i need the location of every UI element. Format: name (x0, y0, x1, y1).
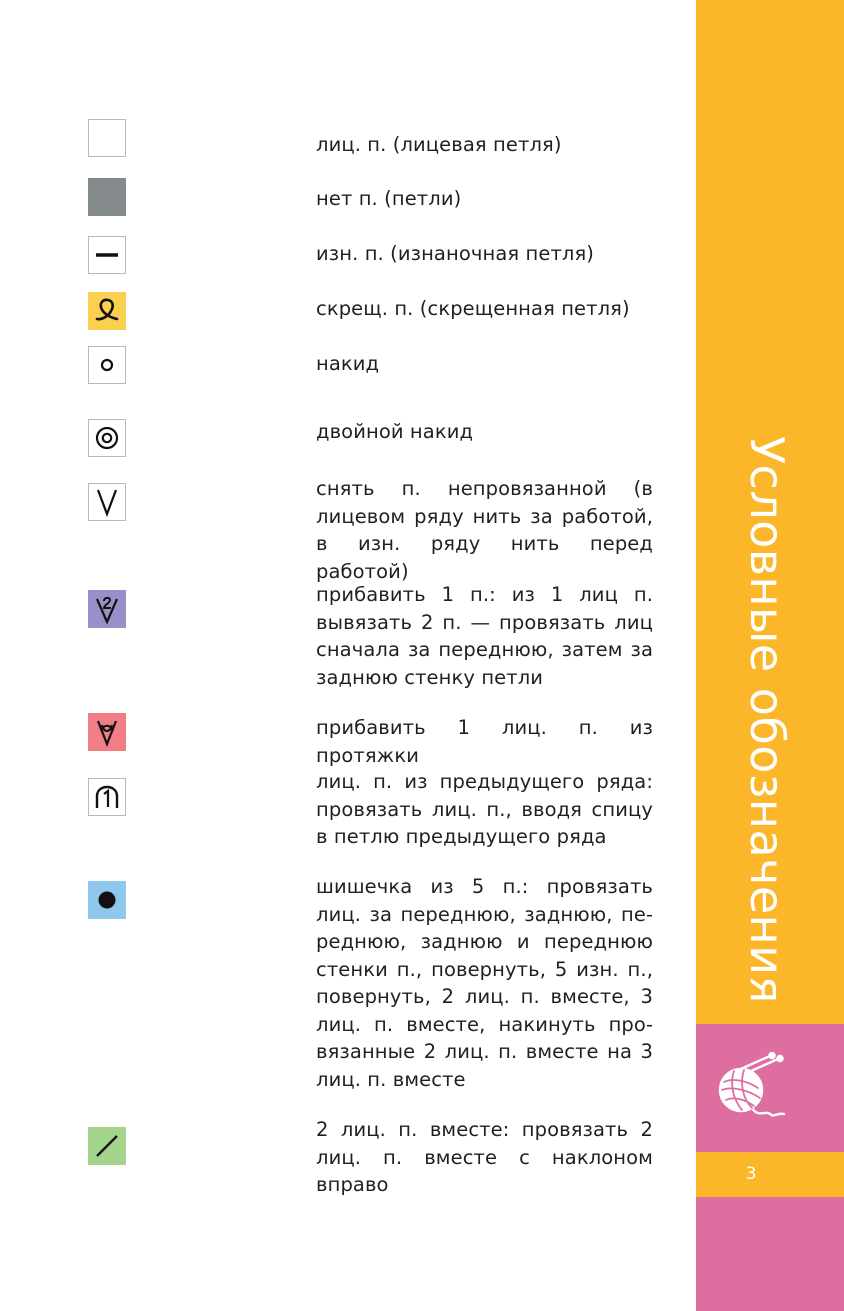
legend-text: прибавить 1 лиц. п. из протяжки (316, 716, 653, 767)
arch-one-icon (88, 778, 126, 816)
sidebar-bottom-band (696, 1197, 844, 1311)
legend-text: лиц. п. из предыдущего ряда: провязать лиц. п., вводя спицу в петлю предыдущего ряда (316, 770, 653, 848)
legend-text: лиц. п. (лицевая петля) (316, 133, 562, 156)
v-loop-icon (88, 713, 126, 751)
legend-text: 2 лиц. п. вместе: провязать 2 лиц. п. вместе с наклоном вправо (316, 1118, 653, 1196)
legend-text: прибавить 1 п.: из 1 лиц п. вывязать 2 п. — провязать лиц сначала за переднюю, затем за заднюю стенку петли (316, 583, 653, 689)
legend-text: снять п. непровязанной (в лицевом ряду нить за работой, в изн. ряду нить перед работой) (316, 477, 653, 583)
section-title: Условные обозначения (740, 436, 794, 1004)
small-circle-icon (88, 346, 126, 384)
legend-text: нет п. (петли) (316, 187, 462, 210)
legend-text: двойной накид (316, 420, 474, 443)
dash-icon (88, 236, 126, 274)
legend-text: изн. п. (изнаночная петля) (316, 242, 595, 265)
sidebar (696, 0, 844, 1311)
crossed-loop-icon (88, 292, 126, 330)
filled-dot-icon (88, 881, 126, 919)
slash-icon (88, 1127, 126, 1165)
legend-text: шишечка из 5 п.: провязать лиц. за переднюю, заднюю, переднюю, заднюю и переднюю стенки п., повернуть, 5 изн. п., повернуть, 2 лиц. п. вместе, 3 лиц. п. вместе, накинуть провязанные 2 лиц. п. вместе на 3 лиц. п. вместе (316, 875, 653, 1091)
gray-square-icon (88, 178, 126, 216)
double-circle-icon (88, 419, 126, 457)
legend-text: накид (316, 352, 380, 375)
legend-text: скрещ. п. (скрещенная петля) (316, 297, 630, 320)
sidebar-page-number-band (696, 1152, 844, 1197)
yarn-ball-icon (712, 1052, 792, 1126)
v-icon (88, 483, 126, 521)
page-number: 3 (745, 1164, 757, 1184)
empty-square-icon (88, 119, 126, 157)
v-two-icon (88, 590, 126, 628)
